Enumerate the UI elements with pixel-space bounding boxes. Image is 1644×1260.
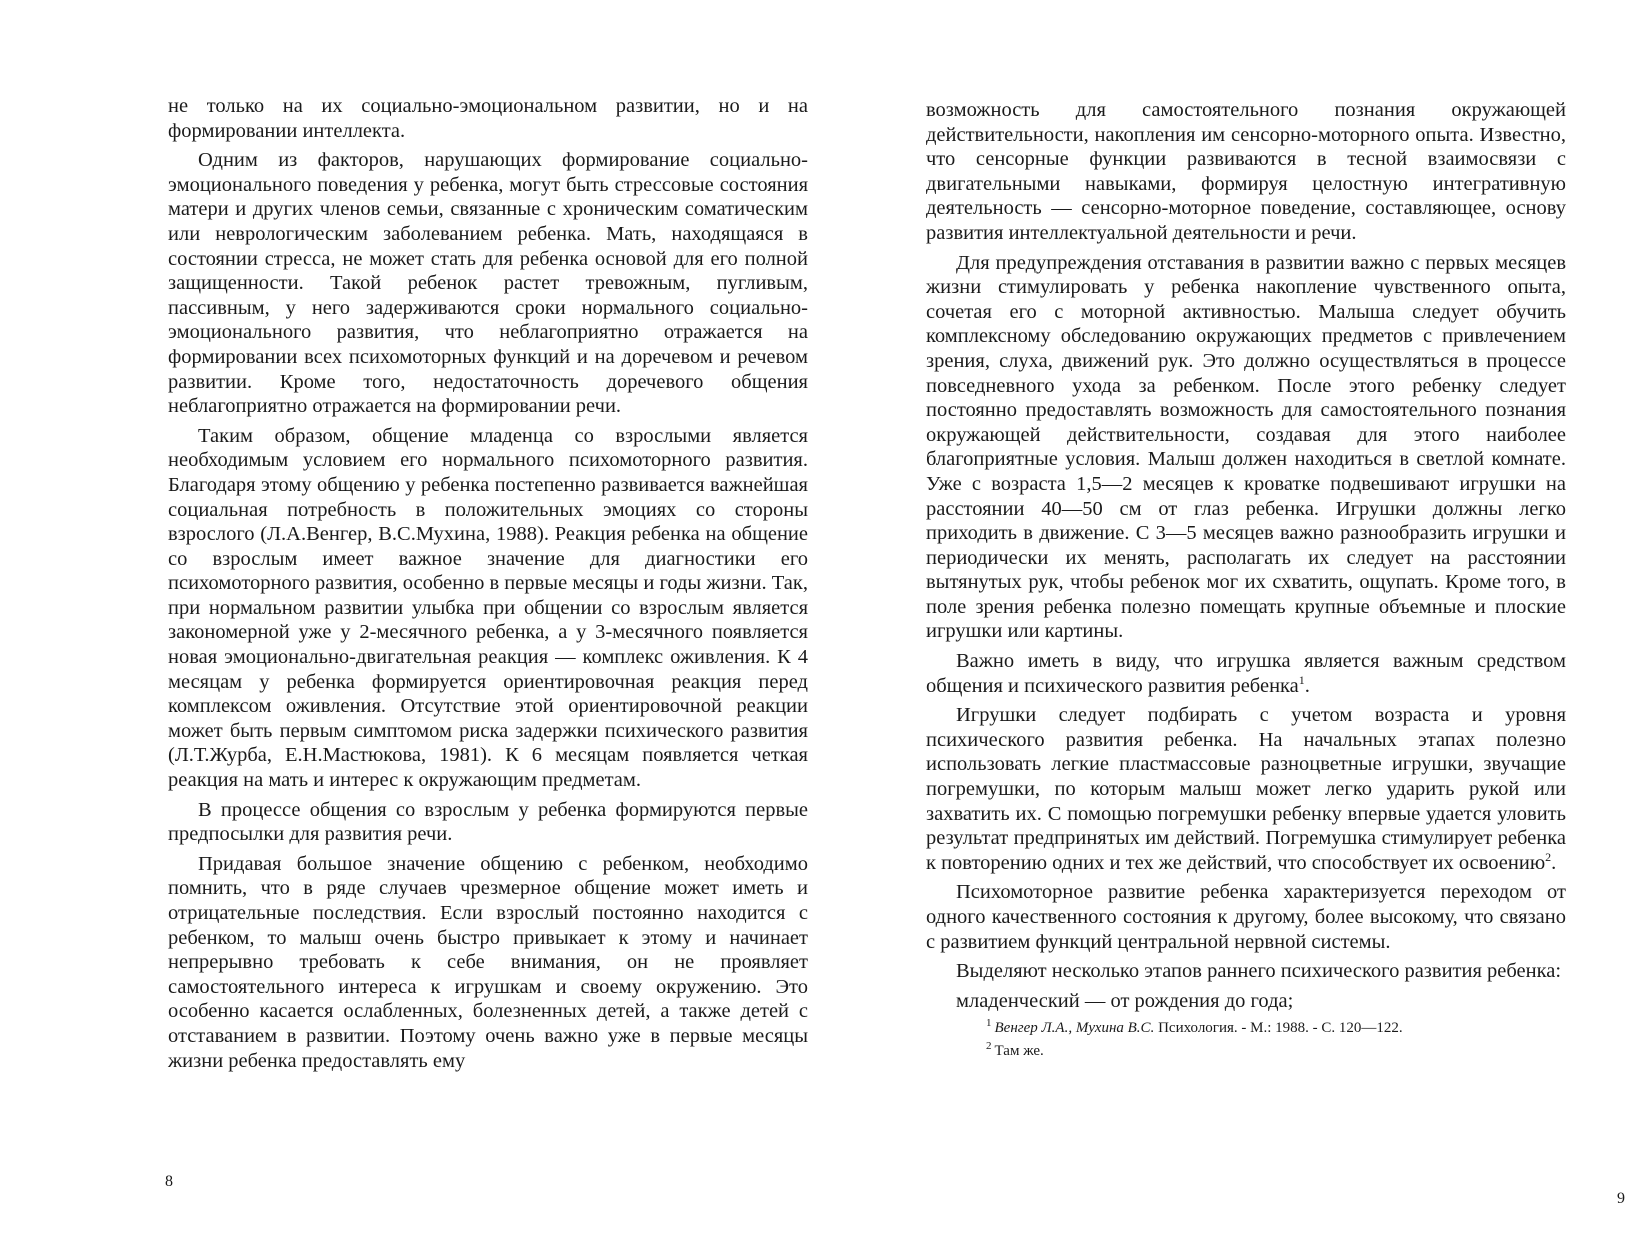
right-page xyxy=(822,0,1644,1260)
page-number: 8 xyxy=(165,1173,173,1190)
paragraph: возможность для самостоятельного познания окружающей действительности, накопления им сенсорно-моторного опыта. Известно, что сенсорные функции развиваются в тесной взаимосвязи с двигательными навыками, формируя целостную интегративную деятельность — сенсорно-моторное поведение, составляющее, основу развития интеллектуальной деятельности и речи. xyxy=(926,99,1566,244)
list-item: младенческий — от рождения до года; xyxy=(956,989,1294,1012)
footnote-authors: Венгер Л.А., Мухина В.С. xyxy=(994,1020,1155,1037)
footnote-number: 2 xyxy=(986,1040,992,1053)
paragraph-text: Важно иметь в виду, что игрушка является важным средством общения и психического развития ребенка xyxy=(926,650,1566,697)
footnote-ref: 1 xyxy=(1298,672,1305,687)
paragraph: Таким образом, общение младенца со взрослыми является необходимым условием его нормального психомоторного развития. Благодаря этому общению у ребенка постепенно развивается важнейшая социальная потребность в положительных эмоциях со стороны взрослого (Л.А.Венгер, В.С.Мухина, 1988). Реакция ребенка на общение со взрослым имеет важное значение для диагностики его психомоторного развития, особенно в первые месяцы и годы жизни. Так, при нормальном развитии улыбка при общении со взрослым является закономерной уже у 2-месячного ребенка, а у 3-месячного появляется новая эмоционально-двигательная реакция — комплекс оживления. К 4 месяцам у ребенка формируется ориентировочная реакция перед комплексом оживления. Отсутствие этой ориентировочной реакции может быть первым симптомом риска задержки психического развития (Л.Т.Журба, Е.Н.Мастюкова, 1981). К 6 месяцам появляется четкая реакция на мать и интерес к окружающим предметам. xyxy=(168,424,808,792)
footnote-text: Психология. - М.: 1988. - С. 120—122. xyxy=(1158,1020,1403,1037)
paragraph: Важно иметь в виду, что игрушка является важным средством общения и психического развития ребенка$^1$. xyxy=(926,650,1566,697)
paragraph: не только на их социально-эмоциональном развитии, но и на формировании интеллекта. xyxy=(168,95,808,142)
right-page-text xyxy=(926,98,1566,1065)
footnote-ref: 2 xyxy=(1545,849,1552,864)
paragraph: Придавая большое значение общению с ребенком, необходимо помнить, что в ряде случаев чрезмерное общение может иметь и отрицательные последствия. Если взрослый постоянно находится с ребенком, то малыш очень быстро привыкает к этому и начинает непрерывно требовать к себе внимания, он не проявляет самостоятельного интереса к игрушкам и своему окружению. Это особенно касается ослабленных, болезненных детей, а также детей с отставанием в развитии. Поэтому очень важно уже в первые месяцы жизни ребенка предоставлять ему xyxy=(168,852,808,1072)
footnote xyxy=(956,1042,1566,1060)
paragraph: Для предупреждения отставания в развитии важно с первых месяцев жизни стимулировать у ребенка накопление чувственного опыта, сочетая его с моторной активностью. Малыша следует обучить комплексному обследованию окружающих предметов с привлечением зрения, слуха, движений рук. Это должно осуществляться в процессе повседневного ухода за ребенком. После этого ребенку следует постоянно предоставлять возможность для самостоятельного познания окружающей действительности, создавая для этого наиболее благоприятные условия. Малыш должен находиться в светлой комнате. Уже с возраста 1,5—2 месяцев к кроватке подвешивают игрушки на расстоянии 40—50 см от глаз ребенка. Игрушки должны легко приходить в движение. С 3—5 месяцев важно разнообразить игрушки и периодически их менять, располагать их следует на расстоянии вытянутых рук, чтобы ребенок мог их схватить, ощупать. Кроме того, в поле зрения ребенка полезно помещать крупные объемные и плоские игрушки или картины. xyxy=(926,251,1566,643)
paragraph: В процессе общения со взрослым у ребенка формируются первые предпосылки для развития речи. xyxy=(168,798,808,846)
footnote-number: 1 xyxy=(986,1017,992,1030)
paragraph-text: Игрушки следует подбирать с учетом возраста и уровня психического развития ребенка. На начальных этапах полезно использовать легкие пластмассовые разноцветные игрушки, звучащие погремушки, по которым малыш может легко ударить рукой или захватить их. С помощью погремушки ребенку впервые удается уловить результат предпринятых им действий. Погремушка стимулирует ребенка к повторению одних и тех же действий, что способствует их освоению xyxy=(926,704,1566,874)
footnote xyxy=(956,1019,1566,1037)
page-number: 9 xyxy=(1617,1190,1625,1207)
paragraph: Игрушки следует подбирать с учетом возраста и уровня психического развития ребенка. На начальных этапах полезно использовать легкие пластмассовые разноцветные игрушки, звучащие погремушки, по которым малыш может легко ударить рукой или захватить их. С помощью погремушки ребенку впервые удается уловить результат предпринятых им действий. Погремушка стимулирует ребенка к повторению одних и тех же действий, что способствует их освоению$^2$. xyxy=(926,704,1566,874)
paragraph: Выделяют несколько этапов раннего психического развития ребенка: xyxy=(956,960,1562,983)
paragraph: Одним из факторов, нарушающих формирование социально-эмоционального поведения у ребенка, могут быть стрессовые состояния матери и других членов семьи, связанные с хроническим соматическим или неврологическим заболеванием ребенка. Мать, находящаяся в состоянии стресса, не может стать для ребенка основой для его полной защищенности. Такой ребенок растет тревожным, пугливым, пассивным, у него задерживаются сроки нормального социально-эмоционального развития, что неблагоприятно отражается на формировании всех психомоторных функций и на доречевом и речевом развитии. Кроме того, недостаточность доречевого общения неблагоприятно отражается на формировании речи. xyxy=(168,149,808,418)
footnotes xyxy=(926,1019,1566,1060)
paragraph: Психомоторное развитие ребенка характеризуется переходом от одного качественного состояния к другому, более высокому, что связано с развитием функций центральной нервной системы. xyxy=(926,881,1566,953)
left-page-text xyxy=(168,94,808,1078)
footnote-text: Там же. xyxy=(994,1043,1044,1060)
